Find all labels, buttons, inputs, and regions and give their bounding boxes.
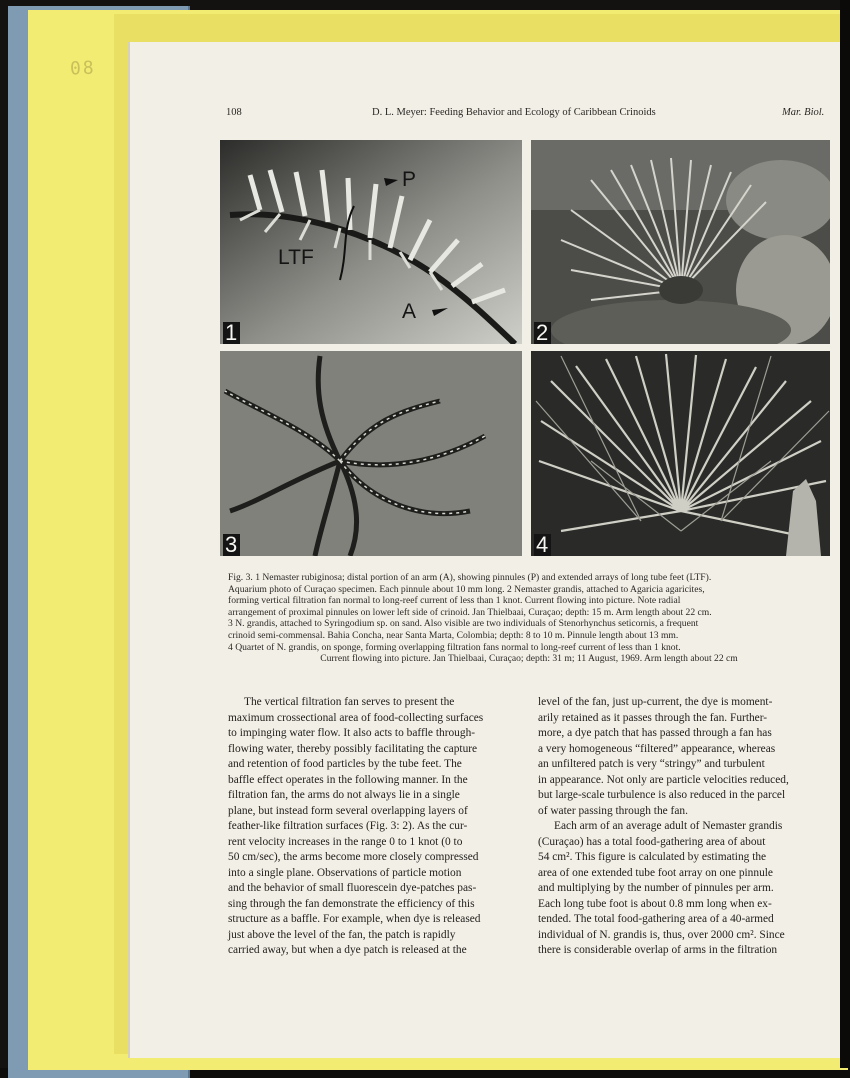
body-line: structure as a baffle. For example, when dye is released xyxy=(228,913,481,925)
body-line: The vertical filtration fan serves to present the xyxy=(244,696,455,708)
body-column-left xyxy=(228,695,518,959)
body-line: a very homogeneous “filtered” appearance, whereas xyxy=(538,742,776,755)
journal-name: Mar. Biol. xyxy=(782,107,825,118)
caption-line: arrangement of proximal pinnules on lower left side of crinoid. Jan Thielbaai, Curaçao; depth: 15 m. Arm length about 22 cm. xyxy=(228,606,712,618)
body-line: 50 cm/sec), the arms become more closely compressed xyxy=(228,851,479,863)
body-line: and retention of food particles by the tube feet. The xyxy=(228,758,462,770)
body-line: (Curaçao) has a total food-gathering area of about xyxy=(538,835,766,848)
body-line: rent velocity increases in the range 0 to 1 knot (0 to xyxy=(228,835,463,848)
body-line: 54 cm². This figure is calculated by estimating the xyxy=(538,851,767,863)
figure-photo-4 xyxy=(531,351,830,556)
body-line: to impinging water flow. It also acts to baffle through- xyxy=(228,727,476,739)
page-number: 108 xyxy=(226,107,242,118)
body-line: filtration fan, the arms do not always lie in a single xyxy=(228,789,460,801)
caption-line: 3 N. grandis, attached to Syringodium sp. on sand. Also visible are two individuals of Stenorhynchus seticornis, a frequent xyxy=(228,618,699,630)
panel-number-1: 1 xyxy=(223,322,240,344)
body-line: but large-scale turbulence is also reduced in the parcel xyxy=(538,789,786,801)
running-title: D. L. Meyer: Feeding Behavior and Ecology of Caribbean Crinoids xyxy=(372,107,656,118)
body-line: and the behavior of small fluorescein dye-patches pas- xyxy=(228,882,477,894)
body-line: individual of N. grandis is, thus, over 2000 cm². Since xyxy=(538,928,785,941)
body-line: more, a dye patch that has passed through a fan has xyxy=(538,727,772,739)
body-line: sing through the fan demonstrate the efficiency of this xyxy=(228,897,475,910)
body-line: of water passing through the fan. xyxy=(538,804,688,817)
caption-line: forming vertical filtration fan normal to long-reef current of less than 1 knot. Current flowing into picture. Note radial xyxy=(228,595,681,607)
figure-photo-3 xyxy=(220,351,522,556)
caption-line: Aquarium photo of Curaçao specimen. Each pinnule about 10 mm long. 2 Nemaster grandis, attached to Agaricia agaricites, xyxy=(228,583,705,595)
body-line: maximum crossectional area of food-collecting surfaces xyxy=(228,711,484,724)
body-line: Each arm of an average adult of Nemaster grandis xyxy=(554,820,783,832)
body-line: flowing water, thereby possibly facilitating the capture xyxy=(228,742,478,755)
body-line: into a single plane. Observations of particle motion xyxy=(228,866,462,879)
body-line: tended. The total food-gathering area of a 40-armed xyxy=(538,913,774,925)
label-a: A xyxy=(402,300,417,323)
body-line: there is considerable overlap of arms in the filtration xyxy=(538,944,778,956)
panel-number-3: 3 xyxy=(223,534,240,556)
figure-photo-2 xyxy=(531,140,830,344)
body-line: feather-like filtration surfaces (Fig. 3: 2). As the cur- xyxy=(228,820,468,832)
body-line: baffle effect operates in the following manner. In the xyxy=(228,773,468,786)
edge-mark: 08 xyxy=(69,57,97,80)
photo-4-image xyxy=(531,351,830,556)
body-line: Each long tube foot is about 0.8 mm long when ex- xyxy=(538,897,772,910)
body-line: an unfiltered patch is very “stringy” and turbulent xyxy=(538,758,765,770)
body-line: just above the level of the fan, the patch is rapidly xyxy=(228,928,456,941)
body-line: in appearance. Not only are particle velocities reduced, xyxy=(538,773,789,786)
running-header xyxy=(0,107,850,123)
caption-line: Current flowing into picture. Jan Thielbaai, Curaçao; depth: 31 m; 11 August, 1969. Arm length about 22 cm xyxy=(320,653,738,665)
photo-3-image xyxy=(220,351,522,556)
body-line: plane, but instead form several overlapping layers of xyxy=(228,804,468,817)
caption-line: Fig. 3. 1 Nemaster rubiginosa; distal portion of an arm (A), showing pinnules (P) and extended arrays of long tube feet (LTF). xyxy=(228,572,712,583)
panel-number-2: 2 xyxy=(534,322,551,344)
figure-caption xyxy=(228,572,830,665)
body-line: carried away, but when a dye patch is released at the xyxy=(228,944,467,956)
figure-photo-1 xyxy=(220,140,522,344)
body-line: arily retained as it passes through the fan. Further- xyxy=(538,711,768,724)
body-line: and multiplying by the number of pinnules per arm. xyxy=(538,882,774,894)
body-line: level of the fan, just up-current, the dye is moment- xyxy=(538,696,773,708)
label-ltf: LTF xyxy=(278,246,314,269)
caption-line: 4 Quartet of N. grandis, on sponge, forming overlapping filtration fans normal to long-reef current of less than 1 knot. xyxy=(228,641,681,653)
caption-line: crinoid semi-commensal. Bahia Concha, near Santa Marta, Colombia; depth: 8 to 10 m. Pinnule length about 13 mm. xyxy=(228,629,679,641)
body-line: area of one extended tube foot array on one pinnule xyxy=(538,866,773,879)
body-column-right xyxy=(538,695,836,959)
photo-2-image xyxy=(531,140,830,344)
photo-1-image xyxy=(220,140,522,344)
panel-number-4: 4 xyxy=(534,534,551,556)
scan-right-edge xyxy=(840,0,850,1068)
label-p: P xyxy=(402,168,417,191)
